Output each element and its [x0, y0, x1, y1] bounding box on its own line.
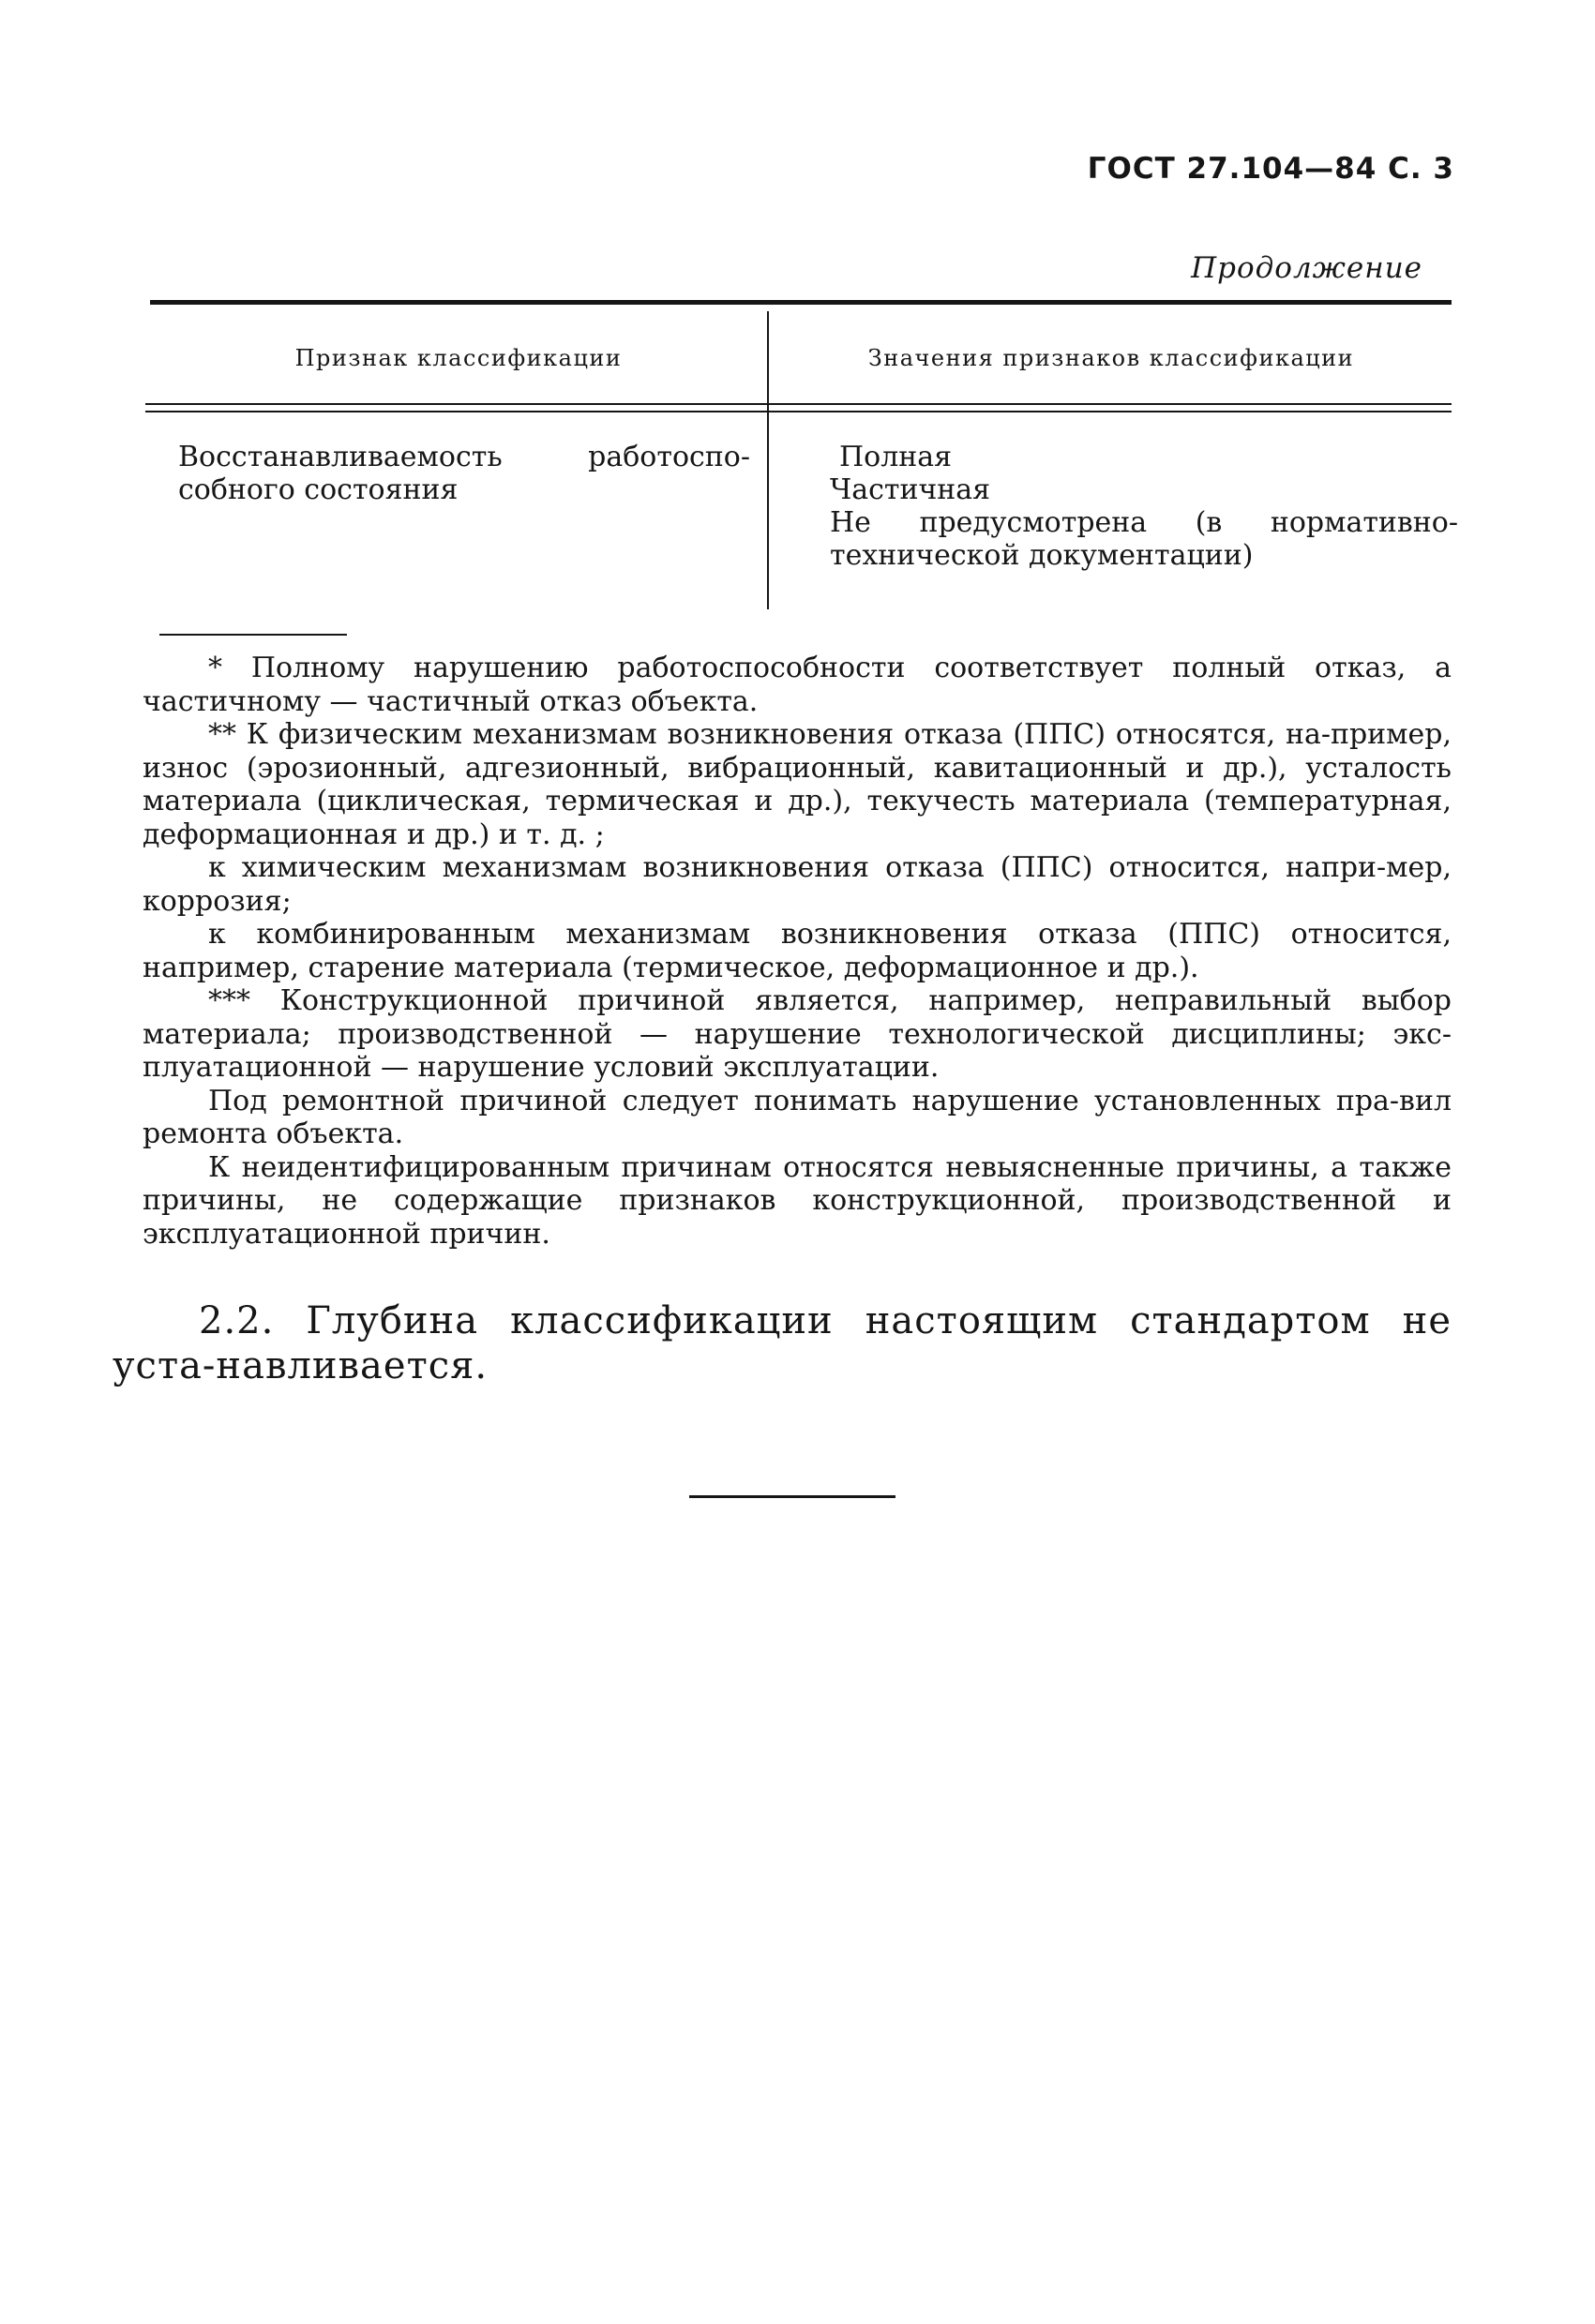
footnote-1: * Полному нарушению работоспособности соответствует полный отказ, а частичному — частичный отказ объекта. — [143, 652, 1452, 718]
column-divider — [767, 311, 769, 609]
footnote-2-combined: к комбинированным механизмам возникновения отказа (ППС) относится, например, старение материала (термическое, деформационное и др.). — [143, 918, 1452, 984]
footnote-separator — [159, 634, 347, 636]
column-header-values: Значения признаков классификации — [867, 345, 1355, 371]
column-header-attribute: Признак классификации — [294, 345, 623, 371]
footnote-2: ** К физическим механизмам возникновения отказа (ППС) относятся, на-пример, износ (эрозионный, адгезионный, вибрационный, кавитационный и др.), усталость материала (циклическая, термическая и др.), текучесть материала (температурная, деформационная и др.) и т. д. ; — [143, 718, 1452, 851]
footnote-2-chemical: к химическим механизмам возникновения отказа (ППС) относится, напри-мер, коррозия; — [143, 851, 1452, 918]
value-partial: Частичная — [830, 473, 991, 506]
footnote-3: *** Конструкционной причиной является, например, неправильный выбор материала; производственной — нарушение технологической дисциплины; экс-плуатационной — нарушение условий эксплуатации. — [143, 984, 1452, 1084]
value-full: Полная — [839, 441, 953, 473]
clause-2-2 — [113, 1298, 1452, 1388]
header-separator-rule — [145, 403, 1452, 405]
table-top-rule — [150, 300, 1452, 305]
footnotes — [143, 652, 1452, 1251]
header-separator-rule-second — [145, 411, 1452, 412]
page-header: ГОСТ 27.104—84 С. 3 — [1087, 152, 1454, 186]
continuation-label: Продолжение — [1191, 251, 1422, 285]
footnote-3-repair: Под ремонтной причиной следует понимать нарушение установленных пра-вил ремонта объекта. — [143, 1084, 1452, 1150]
end-of-section-rule — [689, 1495, 895, 1498]
clause-text: 2.2. Глубина классификации настоящим стандартом не уста-навливается. — [113, 1299, 1452, 1387]
table-cell-values — [820, 441, 1458, 572]
footnote-3-unidentified: К неидентифицированным причинам относятся невыясненные причины, а также причины, не содержащие признаков конструкционной, производственной и эксплуатационной причин. — [143, 1150, 1452, 1251]
value-not-provided: Не предусмотрена (в нормативно-технической документации) — [830, 506, 1458, 572]
table-cell-attribute: Восстанавливаемость работоспо-собного состояния — [178, 441, 750, 506]
